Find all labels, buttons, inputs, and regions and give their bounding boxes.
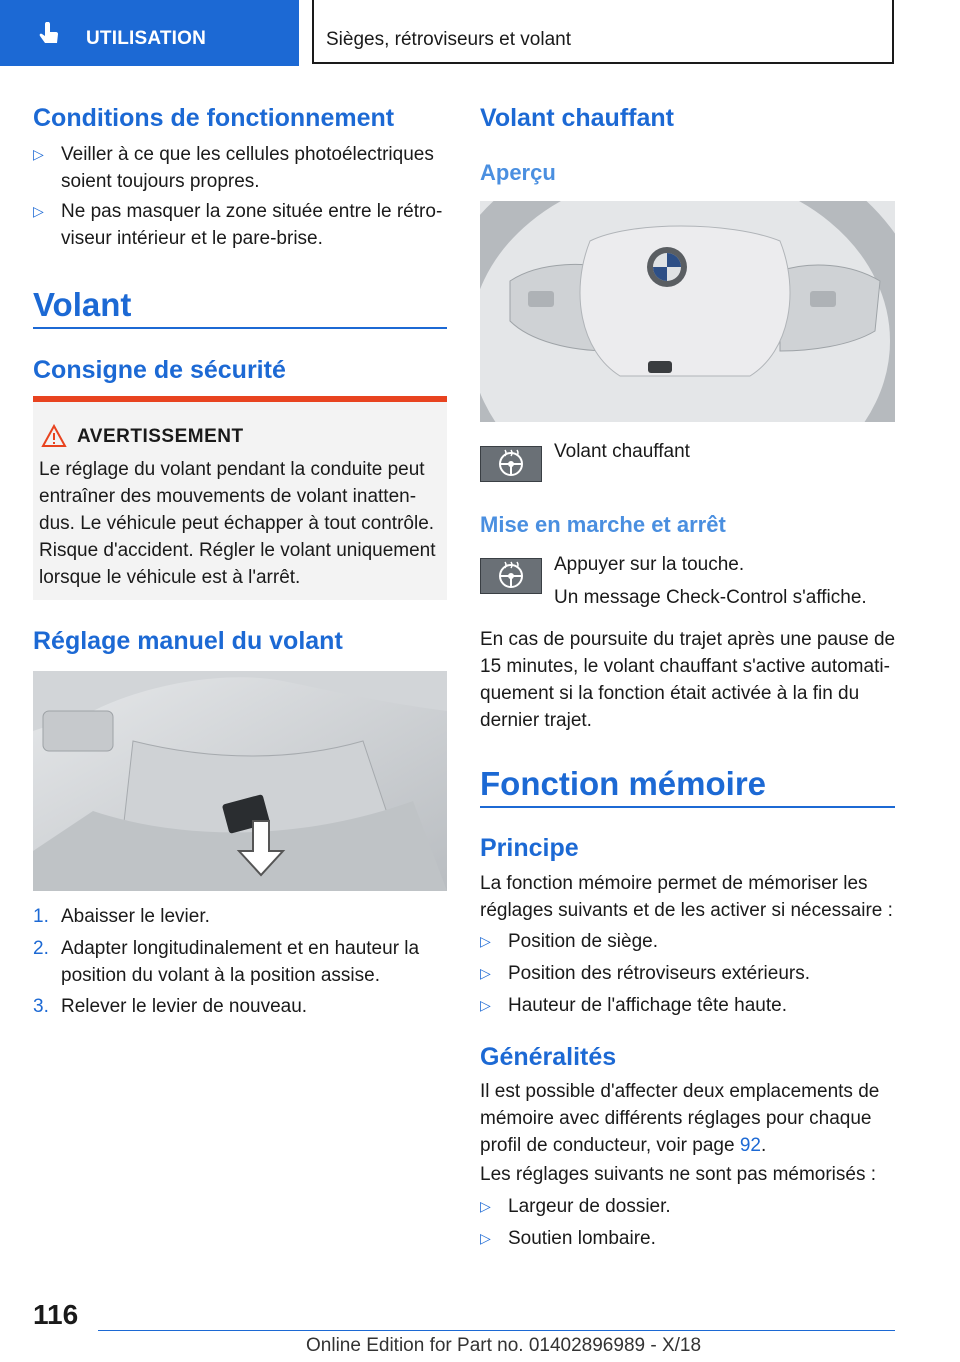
non-memorises-paragraph: Les réglages suivants ne sont pas mémorisés : [480, 1164, 877, 1185]
bullet-triangle-icon: ▷ [480, 997, 491, 1013]
generalites-heading: Généralités [480, 1043, 617, 1071]
volant-heading: Volant [33, 286, 132, 323]
warning-bar [33, 396, 447, 402]
marche-heading: Mise en marche et arrêt [480, 512, 726, 537]
footer-divider [98, 1330, 895, 1331]
apercu-heading: Aperçu [480, 160, 556, 185]
list-item: ▷ Hauteur de l'affichage tête haute. [480, 992, 895, 1019]
list-item: ▷ Position de siège. [480, 928, 895, 955]
chauffant-heading: Volant chauffant [480, 104, 674, 132]
steering-wheel-illustration [480, 201, 895, 422]
memoire-heading: Fonction mémoire [480, 765, 767, 802]
list-item: 1. Abaisser le levier. [33, 906, 210, 927]
heated-steering-wheel-button-icon [480, 446, 542, 482]
principe-paragraph: La fonction mémoire permet de mémoriser les réglages suivants et de les activer si nécessaire : [480, 873, 893, 921]
conditions-heading: Conditions de fonctionnement [33, 104, 395, 132]
bullet-triangle-icon: ▷ [480, 1198, 491, 1214]
list-item: 3. Relever le levier de nouveau. [33, 996, 308, 1017]
header-section-label: UTILISATION [86, 28, 207, 49]
reglage-heading: Réglage manuel du volant [33, 627, 343, 655]
section-divider [33, 327, 447, 329]
warning-text: Le réglage du volant pendant la conduite peut entraîner des mouvements de volant inattendus. Le véhicule peut échapper à tout contrôle. Risque d'accident. Régler le volant uniquement lorsque le véhicule est à l'arrêt. [39, 459, 436, 588]
bullet-triangle-icon: ▷ [33, 146, 44, 162]
list-item: ▷ Ne pas masquer la zone située entre le rétroviseur intérieur et le pare-brise. [33, 198, 447, 252]
list-item: ▷ Soutien lombaire. [480, 1225, 895, 1252]
header-chapter-label: Sièges, rétroviseurs et volant [326, 29, 572, 50]
generalites-paragraph: Il est possible d'affecter deux emplacements de mémoire avec différents réglages pour chaque profil de conducteur, voir page 92. [480, 1081, 880, 1156]
bullet-triangle-icon: ▷ [480, 965, 491, 981]
principe-heading: Principe [480, 834, 579, 862]
bullet-triangle-icon: ▷ [480, 1230, 491, 1246]
heated-steering-wheel-button-icon [480, 558, 542, 594]
warning-title: AVERTISSEMENT [77, 426, 244, 447]
warning-triangle-icon [41, 424, 67, 448]
page-reference-link[interactable]: 92 [739, 1135, 761, 1156]
footer-edition: Online Edition for Part no. 01402896989 - X/18 [306, 1335, 702, 1356]
header-chapter [312, 0, 894, 64]
marche-message: Un message Check-Control s'affiche. [554, 587, 867, 608]
bullet-triangle-icon: ▷ [33, 203, 44, 219]
list-item: 2. Adapter longitudinalement et en hauteur la position du volant à la position assise. [33, 938, 420, 986]
poursuite-paragraph: En cas de poursuite du trajet après une pause de 15 minutes, le volant chauffant s'active automatiquement si la fonction était activée à la fin du dernier trajet. [480, 629, 896, 731]
list-item: ▷ Veiller à ce que les cellules photoélectriques soient toujours propres. [33, 141, 447, 195]
icon-caption: Volant chauffant [554, 441, 690, 462]
steering-column-lever-illustration [33, 671, 447, 891]
warning-box [33, 396, 447, 600]
header-section-tab [0, 0, 299, 66]
marche-instruction: Appuyer sur la touche. [554, 554, 745, 575]
bullet-triangle-icon: ▷ [480, 933, 491, 949]
securite-heading: Consigne de sécurité [33, 356, 286, 384]
list-item: ▷ Position des rétroviseurs extérieurs. [480, 960, 895, 987]
list-item: ▷ Largeur de dossier. [480, 1193, 895, 1220]
hand-pointer-icon [36, 22, 62, 48]
page-number: 116 [33, 1299, 79, 1330]
section-divider [480, 806, 895, 808]
